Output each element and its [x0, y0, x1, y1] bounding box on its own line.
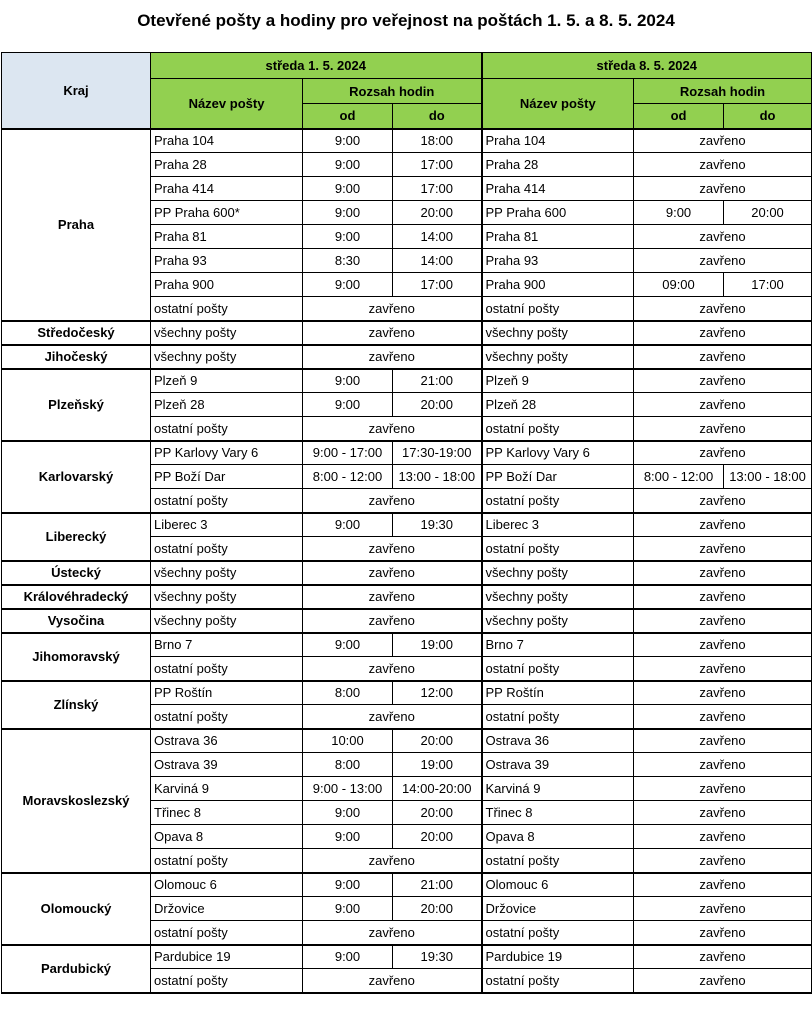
- post-office-name-day1: všechny pošty: [151, 609, 303, 633]
- header-od-2: od: [634, 104, 724, 129]
- post-office-name-day1: Ostrava 39: [151, 753, 303, 777]
- table-row: [2, 513, 812, 537]
- hours-to-day1: 20:00: [393, 801, 482, 825]
- region-name: Jihočeský: [2, 345, 151, 369]
- header-day1: středa 1. 5. 2024: [151, 53, 482, 79]
- header-nazev-1: Název pošty: [151, 79, 303, 129]
- status-day2: zavřeno: [634, 801, 812, 825]
- region-name: Zlínský: [2, 681, 151, 729]
- region-name: Praha: [2, 129, 151, 321]
- hours-to-day1: 20:00: [393, 897, 482, 921]
- hours-to-day1: 18:00: [393, 129, 482, 153]
- status-day2: zavřeno: [634, 177, 812, 201]
- post-office-name-day1: Praha 104: [151, 129, 303, 153]
- post-office-name-day2: Třinec 8: [482, 801, 634, 825]
- post-office-name-day1: Třinec 8: [151, 801, 303, 825]
- post-office-name-day2: všechny pošty: [482, 321, 634, 345]
- status-day2: zavřeno: [634, 225, 812, 249]
- post-office-name-day1: Pardubice 19: [151, 945, 303, 969]
- hours-from-day1: 9:00: [303, 801, 393, 825]
- post-office-name-day1: ostatní pošty: [151, 657, 303, 681]
- hours-from-day1: 9:00: [303, 873, 393, 897]
- hours-from-day1: 9:00: [303, 825, 393, 849]
- status-day2: zavřeno: [634, 489, 812, 513]
- status-day2: zavřeno: [634, 657, 812, 681]
- status-day2: zavřeno: [634, 873, 812, 897]
- header-od-1: od: [303, 104, 393, 129]
- table-row: [2, 681, 812, 705]
- post-office-name-day1: Ostrava 36: [151, 729, 303, 753]
- post-office-name-day1: Praha 28: [151, 153, 303, 177]
- post-office-name-day2: ostatní pošty: [482, 297, 634, 321]
- post-office-name-day1: Praha 414: [151, 177, 303, 201]
- status-day1: zavřeno: [303, 849, 482, 873]
- post-office-name-day2: PP Praha 600: [482, 201, 634, 225]
- table-row: [2, 585, 812, 609]
- post-office-name-day2: všechny pošty: [482, 585, 634, 609]
- status-day2: zavřeno: [634, 321, 812, 345]
- region-name: Plzeňský: [2, 369, 151, 441]
- status-day1: zavřeno: [303, 297, 482, 321]
- hours-to-day1: 17:00: [393, 177, 482, 201]
- status-day2: zavřeno: [634, 729, 812, 753]
- hours-from-day2: 09:00: [634, 273, 724, 297]
- table-row: [2, 561, 812, 585]
- page-title: Otevřené pošty a hodiny pro veřejnost na poštách 1. 5. a 8. 5. 2024: [137, 11, 675, 30]
- post-office-name-day1: Opava 8: [151, 825, 303, 849]
- status-day1: zavřeno: [303, 489, 482, 513]
- status-day2: zavřeno: [634, 609, 812, 633]
- header-kraj: Kraj: [2, 53, 151, 129]
- hours-to-day1: 17:30-19:00: [393, 441, 482, 465]
- post-office-name-day2: ostatní pošty: [482, 921, 634, 945]
- hours-to-day1: 20:00: [393, 825, 482, 849]
- region-name: Ústecký: [2, 561, 151, 585]
- hours-to-day1: 12:00: [393, 681, 482, 705]
- table-row: [2, 441, 812, 465]
- post-office-name-day1: ostatní pošty: [151, 297, 303, 321]
- status-day1: zavřeno: [303, 345, 482, 369]
- region-name: Královéhradecký: [2, 585, 151, 609]
- hours-from-day1: 9:00 - 13:00: [303, 777, 393, 801]
- status-day2: zavřeno: [634, 249, 812, 273]
- post-office-name-day2: Praha 900: [482, 273, 634, 297]
- status-day2: zavřeno: [634, 969, 812, 993]
- post-office-name-day2: Praha 414: [482, 177, 634, 201]
- hours-from-day1: 9:00: [303, 633, 393, 657]
- post-office-name-day2: všechny pošty: [482, 345, 634, 369]
- hours-from-day1: 8:00: [303, 681, 393, 705]
- post-office-name-day1: ostatní pošty: [151, 705, 303, 729]
- post-office-name-day1: Držovice: [151, 897, 303, 921]
- post-office-name-day1: ostatní pošty: [151, 417, 303, 441]
- post-office-name-day2: Plzeň 28: [482, 393, 634, 417]
- status-day1: zavřeno: [303, 561, 482, 585]
- post-office-name-day1: Plzeň 28: [151, 393, 303, 417]
- status-day2: zavřeno: [634, 513, 812, 537]
- status-day2: zavřeno: [634, 897, 812, 921]
- header-rozsah-1: Rozsah hodin: [303, 79, 482, 104]
- hours-to-day1: 19:30: [393, 945, 482, 969]
- status-day2: zavřeno: [634, 153, 812, 177]
- table-body: [2, 129, 812, 993]
- status-day2: zavřeno: [634, 561, 812, 585]
- region-name: Moravskoslezský: [2, 729, 151, 873]
- hours-to-day1: 13:00 - 18:00: [393, 465, 482, 489]
- hours-to-day1: 17:00: [393, 273, 482, 297]
- hours-to-day1: 14:00: [393, 225, 482, 249]
- region-name: Jihomoravský: [2, 633, 151, 681]
- hours-to-day2: 20:00: [724, 201, 812, 225]
- status-day2: zavřeno: [634, 753, 812, 777]
- status-day2: zavřeno: [634, 297, 812, 321]
- header-do-1: do: [393, 104, 482, 129]
- status-day2: zavřeno: [634, 441, 812, 465]
- post-office-name-day2: Ostrava 36: [482, 729, 634, 753]
- post-office-name-day1: Brno 7: [151, 633, 303, 657]
- status-day1: zavřeno: [303, 609, 482, 633]
- hours-from-day1: 9:00: [303, 129, 393, 153]
- region-name: Karlovarský: [2, 441, 151, 513]
- hours-to-day1: 17:00: [393, 153, 482, 177]
- table-row: [2, 633, 812, 657]
- status-day2: zavřeno: [634, 537, 812, 561]
- post-office-name-day1: Olomouc 6: [151, 873, 303, 897]
- post-office-name-day1: všechny pošty: [151, 345, 303, 369]
- hours-from-day1: 10:00: [303, 729, 393, 753]
- hours-to-day1: 20:00: [393, 201, 482, 225]
- status-day2: zavřeno: [634, 393, 812, 417]
- table-row: [2, 321, 812, 345]
- table-row: [2, 369, 812, 393]
- post-office-name-day2: Brno 7: [482, 633, 634, 657]
- status-day1: zavřeno: [303, 705, 482, 729]
- hours-from-day1: 9:00: [303, 513, 393, 537]
- post-office-name-day2: ostatní pošty: [482, 969, 634, 993]
- status-day1: zavřeno: [303, 921, 482, 945]
- header-do-2: do: [724, 104, 812, 129]
- post-office-name-day2: Praha 28: [482, 153, 634, 177]
- hours-to-day2: 13:00 - 18:00: [724, 465, 812, 489]
- hours-from-day1: 9:00: [303, 897, 393, 921]
- post-office-name-day1: všechny pošty: [151, 585, 303, 609]
- post-office-name-day1: PP Roštín: [151, 681, 303, 705]
- hours-from-day2: 9:00: [634, 201, 724, 225]
- hours-from-day1: 9:00: [303, 201, 393, 225]
- post-office-name-day2: Praha 81: [482, 225, 634, 249]
- hours-from-day1: 9:00: [303, 153, 393, 177]
- post-office-name-day2: Pardubice 19: [482, 945, 634, 969]
- post-office-name-day2: všechny pošty: [482, 609, 634, 633]
- status-day2: zavřeno: [634, 345, 812, 369]
- post-office-name-day1: všechny pošty: [151, 561, 303, 585]
- hours-to-day1: 21:00: [393, 873, 482, 897]
- status-day2: zavřeno: [634, 849, 812, 873]
- region-name: Liberecký: [2, 513, 151, 561]
- post-office-name-day2: ostatní pošty: [482, 489, 634, 513]
- status-day2: zavřeno: [634, 681, 812, 705]
- hours-to-day1: 20:00: [393, 393, 482, 417]
- post-office-name-day2: Praha 93: [482, 249, 634, 273]
- status-day1: zavřeno: [303, 417, 482, 441]
- hours-to-day1: 21:00: [393, 369, 482, 393]
- post-office-name-day1: ostatní pošty: [151, 849, 303, 873]
- post-office-name-day2: Opava 8: [482, 825, 634, 849]
- status-day2: zavřeno: [634, 585, 812, 609]
- header-nazev-2: Název pošty: [482, 79, 634, 129]
- status-day2: zavřeno: [634, 777, 812, 801]
- status-day2: zavřeno: [634, 369, 812, 393]
- hours-to-day1: 14:00: [393, 249, 482, 273]
- table-row: [2, 945, 812, 969]
- header-day2: středa 8. 5. 2024: [482, 53, 812, 79]
- post-office-name-day2: Praha 104: [482, 129, 634, 153]
- table-row: [2, 609, 812, 633]
- status-day2: zavřeno: [634, 633, 812, 657]
- post-office-name-day1: ostatní pošty: [151, 969, 303, 993]
- hours-from-day1: 9:00 - 17:00: [303, 441, 393, 465]
- status-day1: zavřeno: [303, 321, 482, 345]
- region-name: Olomoucký: [2, 873, 151, 945]
- post-office-name-day2: Držovice: [482, 897, 634, 921]
- hours-from-day1: 9:00: [303, 369, 393, 393]
- region-name: Pardubický: [2, 945, 151, 993]
- post-office-name-day1: všechny pošty: [151, 321, 303, 345]
- post-office-name-day2: Liberec 3: [482, 513, 634, 537]
- status-day2: zavřeno: [634, 705, 812, 729]
- hours-from-day1: 9:00: [303, 393, 393, 417]
- post-office-name-day2: ostatní pošty: [482, 417, 634, 441]
- post-office-name-day2: Ostrava 39: [482, 753, 634, 777]
- status-day1: zavřeno: [303, 969, 482, 993]
- status-day2: zavřeno: [634, 945, 812, 969]
- post-office-name-day1: Karviná 9: [151, 777, 303, 801]
- status-day1: zavřeno: [303, 537, 482, 561]
- hours-to-day2: 17:00: [724, 273, 812, 297]
- post-office-name-day2: ostatní pošty: [482, 705, 634, 729]
- status-day1: zavřeno: [303, 657, 482, 681]
- status-day1: zavřeno: [303, 585, 482, 609]
- hours-from-day1: 8:00: [303, 753, 393, 777]
- post-office-name-day2: Plzeň 9: [482, 369, 634, 393]
- hours-from-day1: 9:00: [303, 177, 393, 201]
- status-day2: zavřeno: [634, 921, 812, 945]
- post-office-table: [1, 52, 812, 994]
- post-office-name-day1: ostatní pošty: [151, 489, 303, 513]
- post-office-name-day1: Liberec 3: [151, 513, 303, 537]
- post-office-name-day1: Praha 81: [151, 225, 303, 249]
- hours-to-day1: 14:00-20:00: [393, 777, 482, 801]
- hours-from-day1: 9:00: [303, 225, 393, 249]
- post-office-name-day2: PP Karlovy Vary 6: [482, 441, 634, 465]
- hours-from-day2: 8:00 - 12:00: [634, 465, 724, 489]
- post-office-name-day2: PP Boží Dar: [482, 465, 634, 489]
- post-office-name-day1: Praha 900: [151, 273, 303, 297]
- status-day2: zavřeno: [634, 825, 812, 849]
- post-office-name-day1: ostatní pošty: [151, 921, 303, 945]
- hours-to-day1: 19:30: [393, 513, 482, 537]
- hours-from-day1: 8:30: [303, 249, 393, 273]
- hours-to-day1: 20:00: [393, 729, 482, 753]
- post-office-name-day2: ostatní pošty: [482, 849, 634, 873]
- post-office-name-day1: Plzeň 9: [151, 369, 303, 393]
- header-rozsah-2: Rozsah hodin: [634, 79, 812, 104]
- table-row: [2, 129, 812, 153]
- post-office-name-day1: Praha 93: [151, 249, 303, 273]
- hours-to-day1: 19:00: [393, 633, 482, 657]
- table-row: [2, 729, 812, 753]
- hours-to-day1: 19:00: [393, 753, 482, 777]
- table-row: [2, 345, 812, 369]
- status-day2: zavřeno: [634, 129, 812, 153]
- post-office-name-day1: PP Karlovy Vary 6: [151, 441, 303, 465]
- post-office-name-day2: ostatní pošty: [482, 657, 634, 681]
- hours-from-day1: 9:00: [303, 273, 393, 297]
- post-office-name-day2: Karviná 9: [482, 777, 634, 801]
- post-office-name-day2: ostatní pošty: [482, 537, 634, 561]
- post-office-name-day2: PP Roštín: [482, 681, 634, 705]
- hours-from-day1: 8:00 - 12:00: [303, 465, 393, 489]
- status-day2: zavřeno: [634, 417, 812, 441]
- region-name: Středočeský: [2, 321, 151, 345]
- region-name: Vysočina: [2, 609, 151, 633]
- hours-from-day1: 9:00: [303, 945, 393, 969]
- table-row: [2, 873, 812, 897]
- post-office-name-day2: všechny pošty: [482, 561, 634, 585]
- post-office-name-day1: PP Boží Dar: [151, 465, 303, 489]
- post-office-name-day2: Olomouc 6: [482, 873, 634, 897]
- post-office-name-day1: PP Praha 600*: [151, 201, 303, 225]
- post-office-name-day1: ostatní pošty: [151, 537, 303, 561]
